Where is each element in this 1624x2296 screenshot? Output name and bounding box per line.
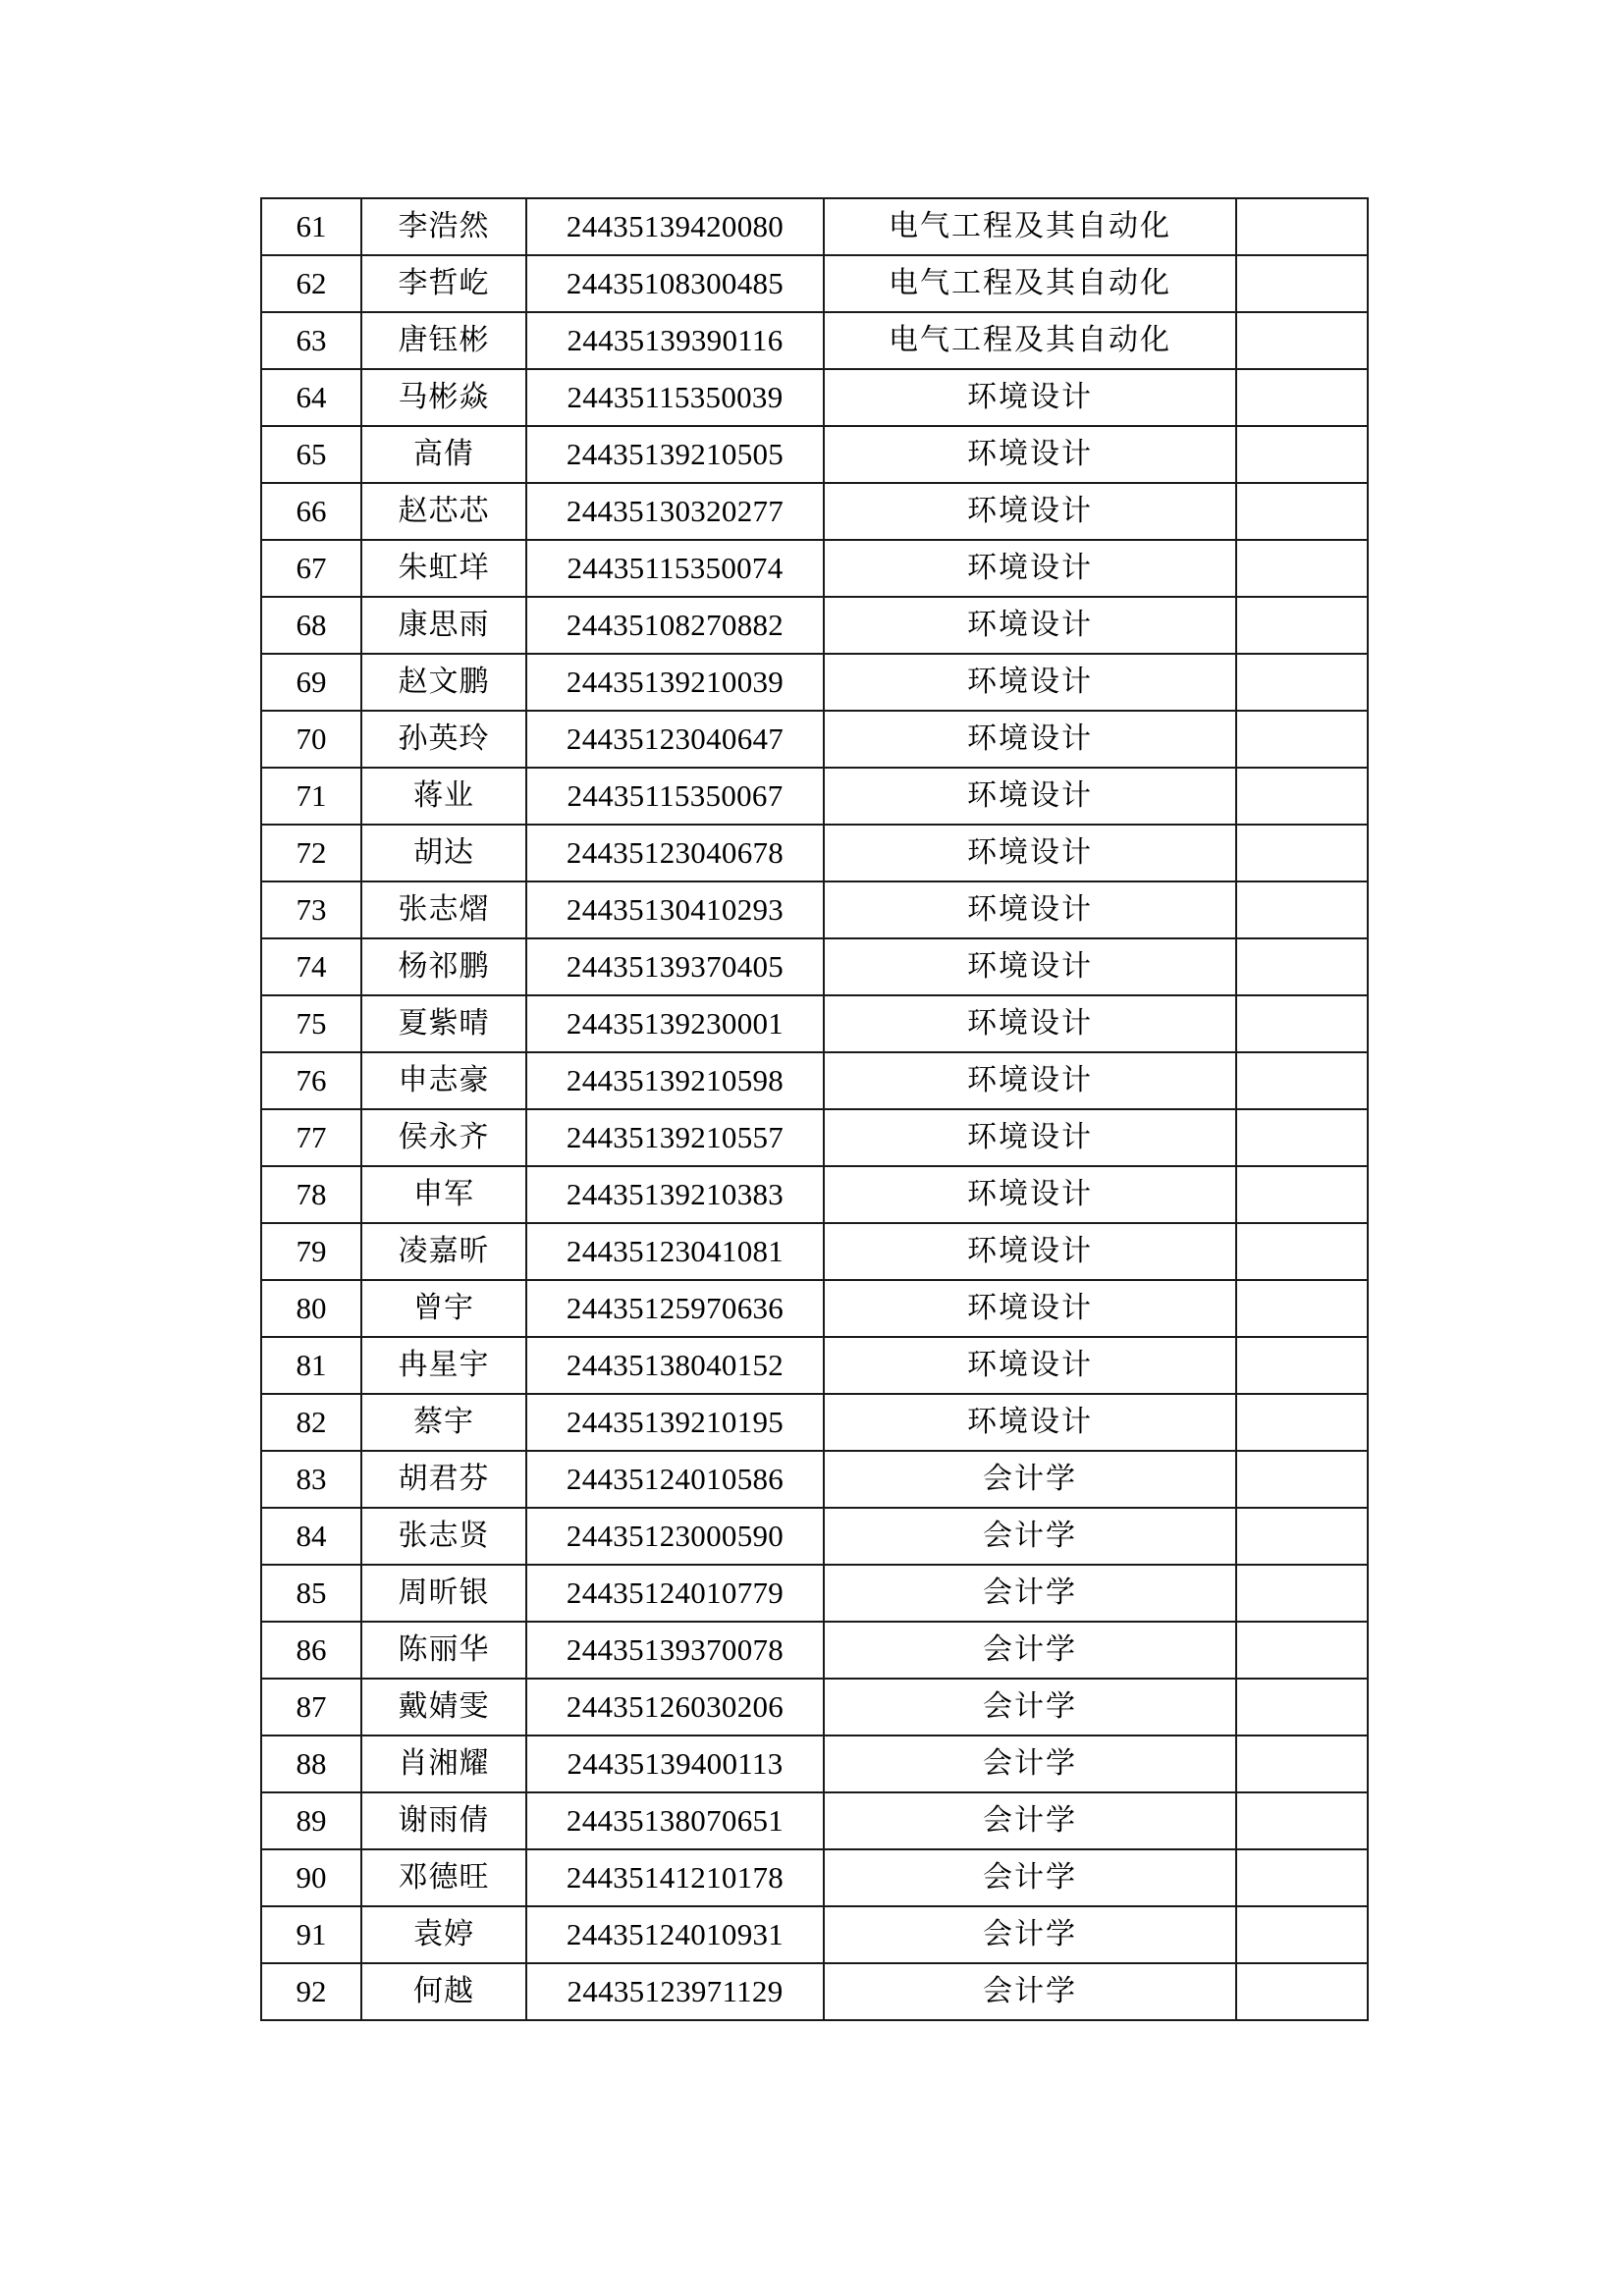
row-number-cell: 81 (261, 1337, 361, 1394)
table-row (261, 881, 1368, 938)
row-number-cell: 82 (261, 1394, 361, 1451)
student-id-cell: 24435130320277 (526, 483, 824, 540)
remark-cell (1236, 995, 1368, 1052)
table-row (261, 1337, 1368, 1394)
table-row (261, 1280, 1368, 1337)
row-number-cell: 80 (261, 1280, 361, 1337)
row-number-cell: 86 (261, 1622, 361, 1679)
table-row (261, 1223, 1368, 1280)
row-number-cell: 66 (261, 483, 361, 540)
student-name-cell: 高倩 (361, 426, 526, 483)
remark-cell (1236, 483, 1368, 540)
remark-cell (1236, 1679, 1368, 1735)
table-row (261, 426, 1368, 483)
row-number-cell: 91 (261, 1906, 361, 1963)
row-number-cell: 77 (261, 1109, 361, 1166)
remark-cell (1236, 198, 1368, 255)
table-row (261, 312, 1368, 369)
major-cell: 环境设计 (824, 1052, 1236, 1109)
major-cell: 电气工程及其自动化 (824, 312, 1236, 369)
remark-cell (1236, 1451, 1368, 1508)
major-cell: 环境设计 (824, 1223, 1236, 1280)
remark-cell (1236, 1109, 1368, 1166)
student-id-cell: 24435108270882 (526, 597, 824, 654)
student-name-cell: 夏紫晴 (361, 995, 526, 1052)
student-id-cell: 24435130410293 (526, 881, 824, 938)
remark-cell (1236, 1906, 1368, 1963)
major-cell: 环境设计 (824, 597, 1236, 654)
remark-cell (1236, 426, 1368, 483)
student-name-cell: 赵文鹏 (361, 654, 526, 711)
table-row (261, 369, 1368, 426)
student-name-cell: 唐钰彬 (361, 312, 526, 369)
row-number-cell: 68 (261, 597, 361, 654)
major-cell: 会计学 (824, 1508, 1236, 1565)
student-name-cell: 孙英玲 (361, 711, 526, 768)
table-row (261, 825, 1368, 881)
major-cell: 会计学 (824, 1679, 1236, 1735)
student-name-cell: 谢雨倩 (361, 1792, 526, 1849)
table-row (261, 1508, 1368, 1565)
student-name-cell: 胡达 (361, 825, 526, 881)
table-row (261, 1394, 1368, 1451)
row-number-cell: 67 (261, 540, 361, 597)
row-number-cell: 83 (261, 1451, 361, 1508)
row-number-cell: 70 (261, 711, 361, 768)
row-number-cell: 88 (261, 1735, 361, 1792)
student-id-cell: 24435123971129 (526, 1963, 824, 2020)
student-name-cell: 杨祁鹏 (361, 938, 526, 995)
remark-cell (1236, 597, 1368, 654)
student-name-cell: 张志贤 (361, 1508, 526, 1565)
table-row (261, 597, 1368, 654)
major-cell: 环境设计 (824, 1337, 1236, 1394)
remark-cell (1236, 768, 1368, 825)
student-id-cell: 24435139210039 (526, 654, 824, 711)
table-row (261, 1109, 1368, 1166)
table-row (261, 540, 1368, 597)
remark-cell (1236, 711, 1368, 768)
table-row (261, 995, 1368, 1052)
table-row (261, 1622, 1368, 1679)
table-row (261, 711, 1368, 768)
major-cell: 环境设计 (824, 426, 1236, 483)
student-name-cell: 张志熠 (361, 881, 526, 938)
table-row (261, 483, 1368, 540)
major-cell: 环境设计 (824, 540, 1236, 597)
row-number-cell: 76 (261, 1052, 361, 1109)
row-number-cell: 78 (261, 1166, 361, 1223)
student-id-cell: 24435124010931 (526, 1906, 824, 1963)
student-name-cell: 邓德旺 (361, 1849, 526, 1906)
student-id-cell: 24435115350039 (526, 369, 824, 426)
table-row (261, 1166, 1368, 1223)
student-id-cell: 24435139210195 (526, 1394, 824, 1451)
student-id-cell: 24435139420080 (526, 198, 824, 255)
student-name-cell: 肖湘耀 (361, 1735, 526, 1792)
table-row (261, 255, 1368, 312)
major-cell: 会计学 (824, 1849, 1236, 1906)
major-cell: 环境设计 (824, 711, 1236, 768)
major-cell: 电气工程及其自动化 (824, 255, 1236, 312)
student-id-cell: 24435123040678 (526, 825, 824, 881)
student-name-cell: 袁婷 (361, 1906, 526, 1963)
row-number-cell: 65 (261, 426, 361, 483)
student-id-cell: 24435139210557 (526, 1109, 824, 1166)
remark-cell (1236, 1337, 1368, 1394)
remark-cell (1236, 369, 1368, 426)
row-number-cell: 64 (261, 369, 361, 426)
student-id-cell: 24435139210598 (526, 1052, 824, 1109)
student-roster-table (260, 197, 1369, 2021)
student-name-cell: 曾宇 (361, 1280, 526, 1337)
table-row (261, 1792, 1368, 1849)
student-name-cell: 冉星宇 (361, 1337, 526, 1394)
row-number-cell: 79 (261, 1223, 361, 1280)
row-number-cell: 62 (261, 255, 361, 312)
table-row (261, 768, 1368, 825)
table-row (261, 1963, 1368, 2020)
student-id-cell: 24435115350067 (526, 768, 824, 825)
student-id-cell: 24435123040647 (526, 711, 824, 768)
table-row (261, 1735, 1368, 1792)
major-cell: 环境设计 (824, 483, 1236, 540)
row-number-cell: 85 (261, 1565, 361, 1622)
major-cell: 环境设计 (824, 369, 1236, 426)
student-id-cell: 24435138070651 (526, 1792, 824, 1849)
remark-cell (1236, 1565, 1368, 1622)
major-cell: 环境设计 (824, 1109, 1236, 1166)
remark-cell (1236, 540, 1368, 597)
remark-cell (1236, 1622, 1368, 1679)
student-name-cell: 康思雨 (361, 597, 526, 654)
remark-cell (1236, 1735, 1368, 1792)
student-id-cell: 24435123041081 (526, 1223, 824, 1280)
student-id-cell: 24435139370078 (526, 1622, 824, 1679)
student-id-cell: 24435139210383 (526, 1166, 824, 1223)
remark-cell (1236, 938, 1368, 995)
major-cell: 环境设计 (824, 995, 1236, 1052)
row-number-cell: 75 (261, 995, 361, 1052)
major-cell: 环境设计 (824, 938, 1236, 995)
major-cell: 会计学 (824, 1906, 1236, 1963)
major-cell: 环境设计 (824, 768, 1236, 825)
major-cell: 会计学 (824, 1963, 1236, 2020)
student-id-cell: 24435139210505 (526, 426, 824, 483)
major-cell: 环境设计 (824, 1280, 1236, 1337)
roster-body (261, 198, 1368, 2020)
major-cell: 环境设计 (824, 654, 1236, 711)
student-id-cell: 24435108300485 (526, 255, 824, 312)
major-cell: 会计学 (824, 1735, 1236, 1792)
row-number-cell: 73 (261, 881, 361, 938)
major-cell: 环境设计 (824, 881, 1236, 938)
table-row (261, 1451, 1368, 1508)
student-id-cell: 24435124010779 (526, 1565, 824, 1622)
student-id-cell: 24435139230001 (526, 995, 824, 1052)
remark-cell (1236, 1963, 1368, 2020)
row-number-cell: 69 (261, 654, 361, 711)
remark-cell (1236, 1166, 1368, 1223)
row-number-cell: 61 (261, 198, 361, 255)
student-id-cell: 24435139400113 (526, 1735, 824, 1792)
table-row (261, 1565, 1368, 1622)
row-number-cell: 84 (261, 1508, 361, 1565)
student-id-cell: 24435139390116 (526, 312, 824, 369)
student-name-cell: 戴婧雯 (361, 1679, 526, 1735)
table-row (261, 1906, 1368, 1963)
row-number-cell: 72 (261, 825, 361, 881)
remark-cell (1236, 1394, 1368, 1451)
major-cell: 环境设计 (824, 825, 1236, 881)
remark-cell (1236, 825, 1368, 881)
student-name-cell: 赵芯芯 (361, 483, 526, 540)
student-name-cell: 申志豪 (361, 1052, 526, 1109)
row-number-cell: 74 (261, 938, 361, 995)
student-id-cell: 24435125970636 (526, 1280, 824, 1337)
student-name-cell: 李哲屹 (361, 255, 526, 312)
table-row (261, 654, 1368, 711)
row-number-cell: 92 (261, 1963, 361, 2020)
major-cell: 会计学 (824, 1565, 1236, 1622)
table-row (261, 1679, 1368, 1735)
table-row (261, 938, 1368, 995)
student-id-cell: 24435138040152 (526, 1337, 824, 1394)
remark-cell (1236, 1052, 1368, 1109)
row-number-cell: 90 (261, 1849, 361, 1906)
student-name-cell: 胡君芬 (361, 1451, 526, 1508)
student-name-cell: 申军 (361, 1166, 526, 1223)
row-number-cell: 89 (261, 1792, 361, 1849)
major-cell: 环境设计 (824, 1394, 1236, 1451)
major-cell: 电气工程及其自动化 (824, 198, 1236, 255)
remark-cell (1236, 654, 1368, 711)
student-id-cell: 24435141210178 (526, 1849, 824, 1906)
student-id-cell: 24435123000590 (526, 1508, 824, 1565)
remark-cell (1236, 1508, 1368, 1565)
student-name-cell: 周昕银 (361, 1565, 526, 1622)
remark-cell (1236, 1223, 1368, 1280)
student-name-cell: 何越 (361, 1963, 526, 2020)
major-cell: 会计学 (824, 1792, 1236, 1849)
student-name-cell: 蔡宇 (361, 1394, 526, 1451)
table-row (261, 198, 1368, 255)
remark-cell (1236, 312, 1368, 369)
remark-cell (1236, 255, 1368, 312)
major-cell: 会计学 (824, 1451, 1236, 1508)
remark-cell (1236, 1792, 1368, 1849)
student-id-cell: 24435115350074 (526, 540, 824, 597)
student-id-cell: 24435139370405 (526, 938, 824, 995)
table-row (261, 1052, 1368, 1109)
student-name-cell: 蒋业 (361, 768, 526, 825)
row-number-cell: 63 (261, 312, 361, 369)
table-row (261, 1849, 1368, 1906)
student-id-cell: 24435126030206 (526, 1679, 824, 1735)
student-name-cell: 马彬焱 (361, 369, 526, 426)
remark-cell (1236, 1280, 1368, 1337)
major-cell: 环境设计 (824, 1166, 1236, 1223)
student-id-cell: 24435124010586 (526, 1451, 824, 1508)
student-name-cell: 陈丽华 (361, 1622, 526, 1679)
remark-cell (1236, 1849, 1368, 1906)
student-name-cell: 李浩然 (361, 198, 526, 255)
student-name-cell: 侯永齐 (361, 1109, 526, 1166)
major-cell: 会计学 (824, 1622, 1236, 1679)
row-number-cell: 71 (261, 768, 361, 825)
student-name-cell: 朱虹垟 (361, 540, 526, 597)
row-number-cell: 87 (261, 1679, 361, 1735)
remark-cell (1236, 881, 1368, 938)
student-name-cell: 凌嘉昕 (361, 1223, 526, 1280)
